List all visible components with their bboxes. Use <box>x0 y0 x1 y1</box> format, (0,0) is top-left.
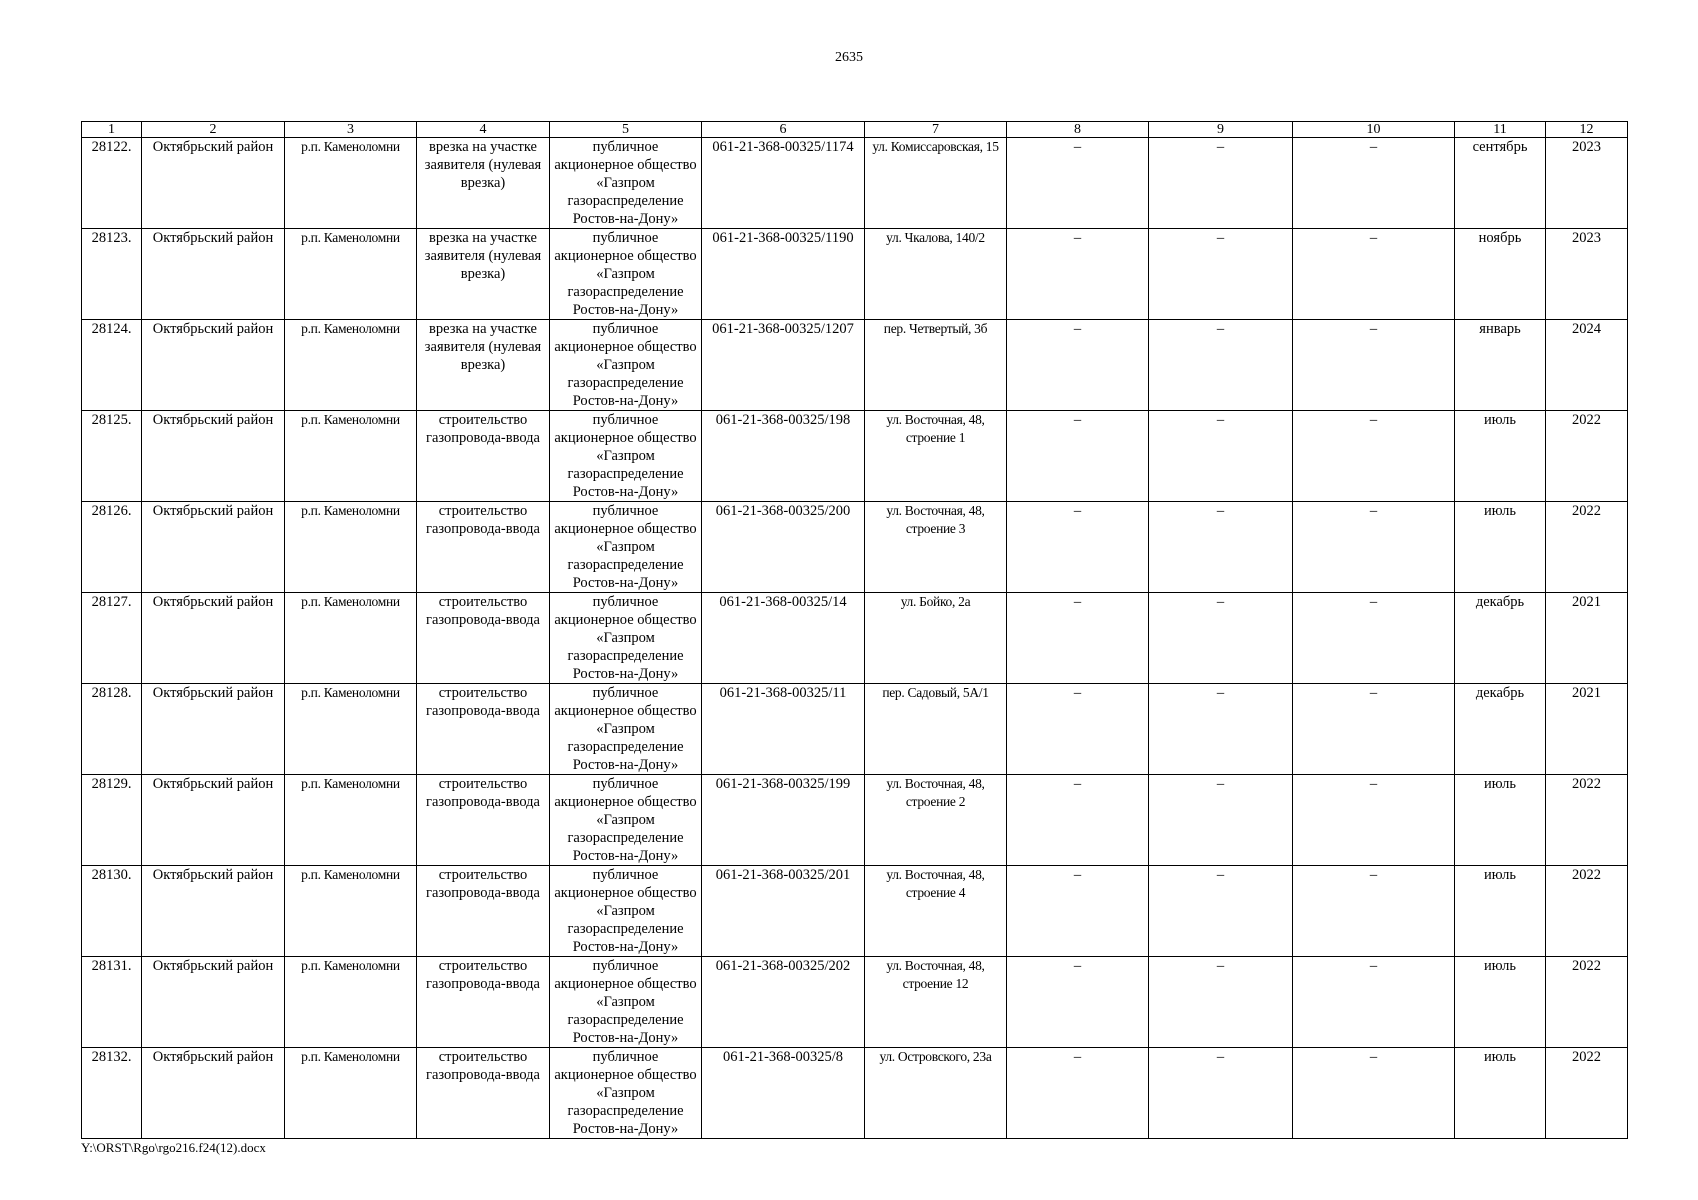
cell-year: 2022 <box>1546 411 1628 502</box>
cell-year: 2021 <box>1546 593 1628 684</box>
cell-c8: – <box>1007 684 1149 775</box>
cell-year: 2022 <box>1546 502 1628 593</box>
cell-c8: – <box>1007 866 1149 957</box>
cell-work: строительство газопровода-ввода <box>417 775 550 866</box>
cell-district: Октябрьский район <box>142 229 285 320</box>
cell-address: ул. Восточная, 48, строение 2 <box>865 775 1007 866</box>
cell-district: Октябрьский район <box>142 411 285 502</box>
cell-code: 061-21-368-00325/14 <box>702 593 865 684</box>
cell-n: 28126. <box>82 502 142 593</box>
cell-address: ул. Бойко, 2а <box>865 593 1007 684</box>
cell-address: пер. Четвертый, 3б <box>865 320 1007 411</box>
cell-district: Октябрьский район <box>142 593 285 684</box>
cell-c9: – <box>1149 320 1293 411</box>
cell-locality: р.п. Каменоломни <box>285 229 417 320</box>
cell-address: ул. Восточная, 48, строение 4 <box>865 866 1007 957</box>
column-header: 11 <box>1455 122 1546 138</box>
cell-district: Октябрьский район <box>142 775 285 866</box>
cell-work: врезка на участке заявителя (нулевая врезка) <box>417 138 550 229</box>
cell-c10: – <box>1293 775 1455 866</box>
cell-org: публичное акционерное общество «Газпром газораспределение Ростов-на-Дону» <box>550 775 702 866</box>
cell-locality: р.п. Каменоломни <box>285 866 417 957</box>
cell-locality: р.п. Каменоломни <box>285 411 417 502</box>
column-header: 4 <box>417 122 550 138</box>
footer-file-path: Y:\ORST\Rgo\rgo216.f24(12).docx <box>81 1140 266 1155</box>
cell-n: 28122. <box>82 138 142 229</box>
cell-n: 28123. <box>82 229 142 320</box>
table-row <box>82 593 1628 684</box>
column-header: 12 <box>1546 122 1628 138</box>
cell-year: 2022 <box>1546 957 1628 1048</box>
cell-n: 28127. <box>82 593 142 684</box>
column-header: 5 <box>550 122 702 138</box>
cell-c9: – <box>1149 502 1293 593</box>
cell-n: 28128. <box>82 684 142 775</box>
column-header: 2 <box>142 122 285 138</box>
table-row <box>82 411 1628 502</box>
cell-month: июль <box>1455 1048 1546 1139</box>
cell-org: публичное акционерное общество «Газпром газораспределение Ростов-на-Дону» <box>550 502 702 593</box>
table-row <box>82 1048 1628 1139</box>
cell-work: строительство газопровода-ввода <box>417 866 550 957</box>
column-header: 3 <box>285 122 417 138</box>
cell-org: публичное акционерное общество «Газпром газораспределение Ростов-на-Дону» <box>550 957 702 1048</box>
cell-month: декабрь <box>1455 593 1546 684</box>
cell-locality: р.п. Каменоломни <box>285 320 417 411</box>
cell-org: публичное акционерное общество «Газпром газораспределение Ростов-на-Дону» <box>550 411 702 502</box>
column-header: 8 <box>1007 122 1149 138</box>
table-row <box>82 957 1628 1048</box>
cell-n: 28132. <box>82 1048 142 1139</box>
cell-locality: р.п. Каменоломни <box>285 138 417 229</box>
cell-month: декабрь <box>1455 684 1546 775</box>
cell-work: строительство газопровода-ввода <box>417 684 550 775</box>
cell-district: Октябрьский район <box>142 957 285 1048</box>
cell-year: 2023 <box>1546 229 1628 320</box>
cell-address: ул. Восточная, 48, строение 3 <box>865 502 1007 593</box>
cell-code: 061-21-368-00325/1190 <box>702 229 865 320</box>
cell-locality: р.п. Каменоломни <box>285 593 417 684</box>
cell-c9: – <box>1149 229 1293 320</box>
cell-c8: – <box>1007 502 1149 593</box>
column-number-row <box>82 122 1628 138</box>
cell-year: 2024 <box>1546 320 1628 411</box>
cell-code: 061-21-368-00325/11 <box>702 684 865 775</box>
column-header: 9 <box>1149 122 1293 138</box>
cell-c8: – <box>1007 593 1149 684</box>
cell-address: ул. Восточная, 48, строение 12 <box>865 957 1007 1048</box>
cell-work: строительство газопровода-ввода <box>417 1048 550 1139</box>
cell-district: Октябрьский район <box>142 866 285 957</box>
cell-code: 061-21-368-00325/202 <box>702 957 865 1048</box>
cell-year: 2023 <box>1546 138 1628 229</box>
cell-work: строительство газопровода-ввода <box>417 593 550 684</box>
cell-org: публичное акционерное общество «Газпром газораспределение Ростов-на-Дону» <box>550 684 702 775</box>
cell-address: ул. Комиссаровская, 15 <box>865 138 1007 229</box>
cell-c9: – <box>1149 138 1293 229</box>
cell-c8: – <box>1007 138 1149 229</box>
cell-c8: – <box>1007 1048 1149 1139</box>
cell-month: ноябрь <box>1455 229 1546 320</box>
cell-org: публичное акционерное общество «Газпром газораспределение Ростов-на-Дону» <box>550 1048 702 1139</box>
cell-n: 28124. <box>82 320 142 411</box>
cell-c10: – <box>1293 320 1455 411</box>
column-header: 7 <box>865 122 1007 138</box>
cell-org: публичное акционерное общество «Газпром газораспределение Ростов-на-Дону» <box>550 866 702 957</box>
cell-c10: – <box>1293 411 1455 502</box>
table-body <box>82 138 1628 1139</box>
cell-year: 2022 <box>1546 866 1628 957</box>
cell-c9: – <box>1149 957 1293 1048</box>
cell-c8: – <box>1007 411 1149 502</box>
cell-district: Октябрьский район <box>142 684 285 775</box>
cell-code: 061-21-368-00325/1174 <box>702 138 865 229</box>
cell-c9: – <box>1149 411 1293 502</box>
cell-n: 28129. <box>82 775 142 866</box>
table-row <box>82 866 1628 957</box>
cell-org: публичное акционерное общество «Газпром газораспределение Ростов-на-Дону» <box>550 138 702 229</box>
cell-locality: р.п. Каменоломни <box>285 684 417 775</box>
column-header: 10 <box>1293 122 1455 138</box>
cell-district: Октябрьский район <box>142 138 285 229</box>
cell-c10: – <box>1293 502 1455 593</box>
cell-code: 061-21-368-00325/201 <box>702 866 865 957</box>
table-row <box>82 138 1628 229</box>
cell-org: публичное акционерное общество «Газпром газораспределение Ростов-на-Дону» <box>550 320 702 411</box>
cell-month: июль <box>1455 502 1546 593</box>
cell-locality: р.п. Каменоломни <box>285 957 417 1048</box>
cell-c9: – <box>1149 866 1293 957</box>
cell-locality: р.п. Каменоломни <box>285 775 417 866</box>
cell-c10: – <box>1293 138 1455 229</box>
cell-address: ул. Чкалова, 140/2 <box>865 229 1007 320</box>
cell-c10: – <box>1293 1048 1455 1139</box>
cell-month: июль <box>1455 957 1546 1048</box>
cell-district: Октябрьский район <box>142 1048 285 1139</box>
cell-year: 2021 <box>1546 684 1628 775</box>
cell-n: 28131. <box>82 957 142 1048</box>
cell-district: Октябрьский район <box>142 320 285 411</box>
cell-c8: – <box>1007 229 1149 320</box>
cell-c10: – <box>1293 229 1455 320</box>
cell-code: 061-21-368-00325/8 <box>702 1048 865 1139</box>
cell-address: пер. Садовый, 5А/1 <box>865 684 1007 775</box>
cell-code: 061-21-368-00325/199 <box>702 775 865 866</box>
cell-locality: р.п. Каменоломни <box>285 1048 417 1139</box>
cell-c9: – <box>1149 775 1293 866</box>
column-header: 1 <box>82 122 142 138</box>
cell-address: ул. Восточная, 48, строение 1 <box>865 411 1007 502</box>
page-number: 2635 <box>835 50 863 65</box>
column-header: 6 <box>702 122 865 138</box>
gas-connection-table <box>81 121 1628 1139</box>
cell-month: январь <box>1455 320 1546 411</box>
cell-month: июль <box>1455 411 1546 502</box>
cell-org: публичное акционерное общество «Газпром газораспределение Ростов-на-Дону» <box>550 593 702 684</box>
cell-c9: – <box>1149 1048 1293 1139</box>
cell-n: 28130. <box>82 866 142 957</box>
cell-c10: – <box>1293 593 1455 684</box>
cell-c10: – <box>1293 684 1455 775</box>
cell-address: ул. Островского, 23а <box>865 1048 1007 1139</box>
cell-code: 061-21-368-00325/1207 <box>702 320 865 411</box>
cell-month: июль <box>1455 866 1546 957</box>
table-row <box>82 320 1628 411</box>
cell-year: 2022 <box>1546 1048 1628 1139</box>
table-row <box>82 229 1628 320</box>
cell-c8: – <box>1007 320 1149 411</box>
cell-c8: – <box>1007 775 1149 866</box>
cell-locality: р.п. Каменоломни <box>285 502 417 593</box>
cell-c9: – <box>1149 593 1293 684</box>
cell-work: врезка на участке заявителя (нулевая врезка) <box>417 320 550 411</box>
cell-work: строительство газопровода-ввода <box>417 411 550 502</box>
cell-n: 28125. <box>82 411 142 502</box>
cell-code: 061-21-368-00325/198 <box>702 411 865 502</box>
cell-c9: – <box>1149 684 1293 775</box>
table-row <box>82 775 1628 866</box>
cell-work: строительство газопровода-ввода <box>417 957 550 1048</box>
cell-month: июль <box>1455 775 1546 866</box>
cell-district: Октябрьский район <box>142 502 285 593</box>
cell-c10: – <box>1293 957 1455 1048</box>
cell-work: врезка на участке заявителя (нулевая врезка) <box>417 229 550 320</box>
cell-org: публичное акционерное общество «Газпром газораспределение Ростов-на-Дону» <box>550 229 702 320</box>
table-row <box>82 684 1628 775</box>
cell-month: сентябрь <box>1455 138 1546 229</box>
cell-work: строительство газопровода-ввода <box>417 502 550 593</box>
table-row <box>82 502 1628 593</box>
cell-code: 061-21-368-00325/200 <box>702 502 865 593</box>
cell-c10: – <box>1293 866 1455 957</box>
cell-c8: – <box>1007 957 1149 1048</box>
cell-year: 2022 <box>1546 775 1628 866</box>
